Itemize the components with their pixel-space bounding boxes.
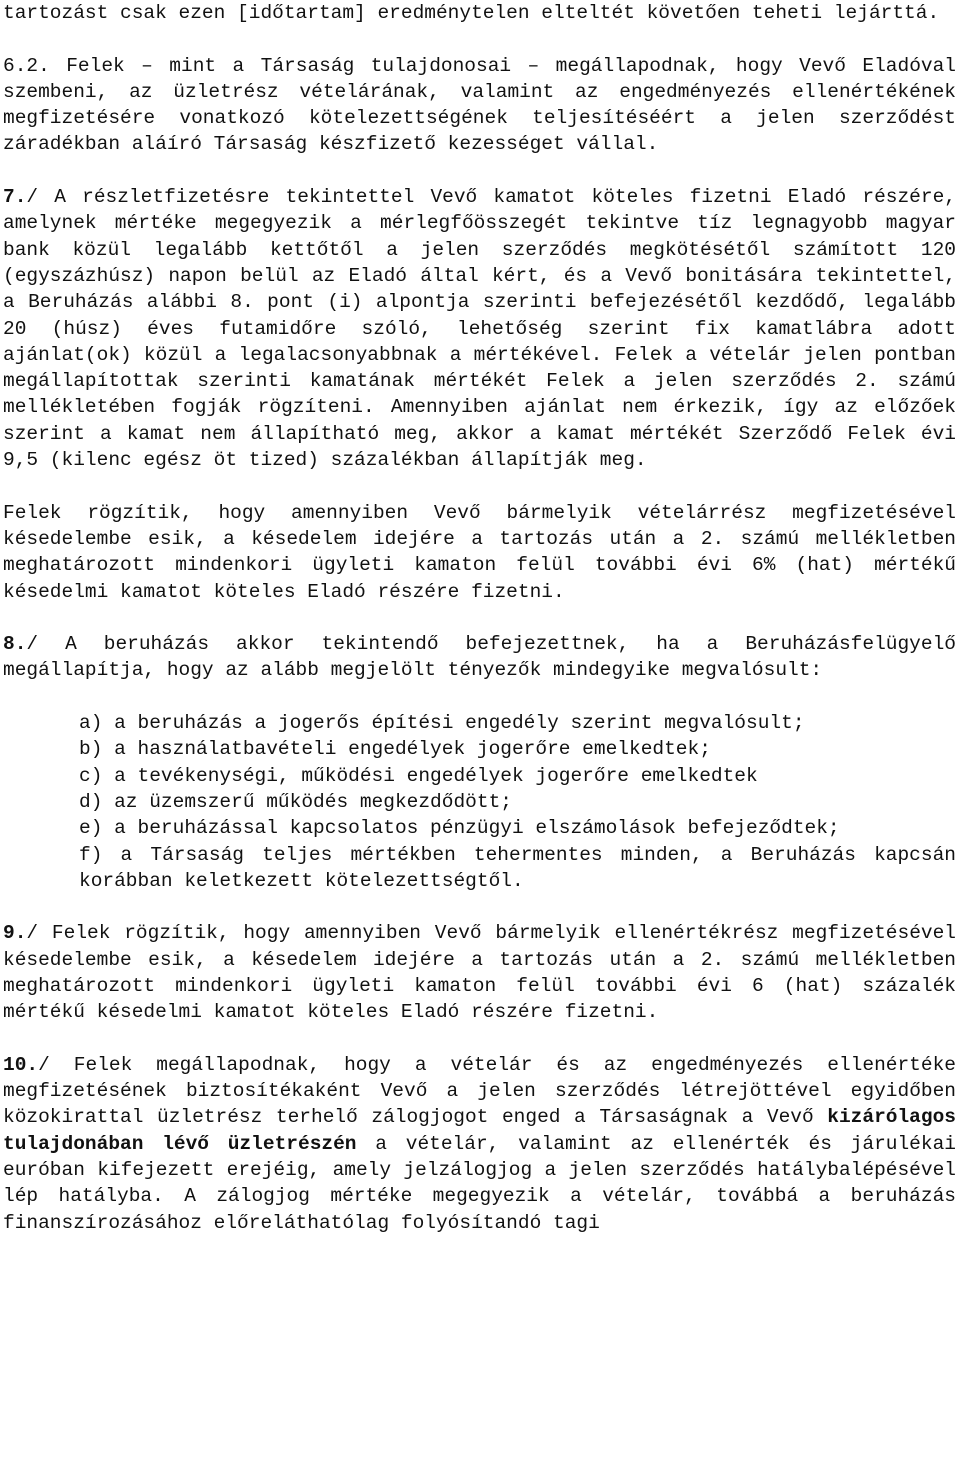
spacer: [3, 473, 956, 499]
section-7-late-payment-paragraph: Felek rögzítik, hogy amennyiben Vevő bármelyik vételárrész megfizetésével késedelembe esik, a késedelem idejére a tartozás után a 2. számú mellékletben meghatározott mindenkori ügyleti kamaton felül további évi 6% (hat) mértékű késedelmi kamatot köteles Eladó részére fizetni.: [3, 501, 956, 603]
section-7-text: / A részletfizetésre tekintettel Vevő kamatot köteles fizetni Eladó részére, amelynek mértéke megegyezik a mérlegfőösszegét tekintve tíz legnagyobb magyar bank közül legalább kettőtől a jelen szerződés megkötésétől számított 120 (egyszázhúsz) napon belül az Eladó által kért, és a Vevő bonitására tekintettel, a Beruházás alábbi 8. pont (i) alpontja szerinti befejezésétől kezdődő, legalább 20 (húsz) éves futamidőre szóló, lehetőség szerint fix kamatlábra adott ajánlat(ok) közül a legalacsonyabbnak a mértékével. Felek a vételár jelen pontban megállapítottak szerinti kamatának mértékét Felek a jelen szerződés 2. számú mellékletében fogják rögzíteni. Amennyiben ajánlat nem érkezik, így az előzőek szerint a kamat nem állapítható meg, akkor a kamat mértékét Szerződő Felek évi 9,5 (kilenc egész öt tized) százalékban állapítják meg.: [3, 186, 956, 472]
list-item: f) a Társaság teljes mértékben tehermentes minden, a Beruházás kapcsán korábban keletkezett kötelezettségtől.: [79, 843, 956, 892]
section-8-intro: / A beruházás akkor tekintendő befejezettnek, ha a Beruházásfelügyelő megállapítja, hogy az alább megjelölt tényezők mindegyike megvalósult:: [3, 633, 956, 682]
section-10-bold-phrase: kizárólagos tulajdonában lévő üzletrészén: [3, 1106, 956, 1155]
spacer: [3, 26, 956, 52]
section-7-number: 7.: [3, 186, 27, 209]
spacer: [3, 158, 956, 184]
section-8-paragraph: [3, 631, 956, 684]
section-7-paragraph: [3, 184, 956, 473]
top-fragment-paragraph: tartozást csak ezen [időtartam] eredménytelen elteltét követően teheti lejárttá.: [3, 2, 940, 24]
spacer: [3, 894, 956, 920]
section-8-number: 8.: [3, 633, 27, 656]
spacer: [3, 605, 956, 631]
section-10-text-b: a vételár, valamint az ellenérték és járulékai euróban kifejezett erejéig, amely jelzálogjog a jelen szerződés hatálybalépésével lép hatályba. A zálogjog mértéke megegyezik a vételár, továbbá a beruházás finanszírozásához előreláthatólag folyósítandó tagi: [3, 1132, 956, 1234]
list-item: e) a beruházással kapcsolatos pénzügyi elszámolások befejeződtek;: [79, 817, 840, 840]
section-9-paragraph: [3, 920, 956, 1025]
document-page: [3, 0, 956, 1236]
section-9-text: / Felek rögzítik, hogy amennyiben Vevő bármelyik ellenértékrész megfizetésével késedelembe esik, a késedelem idejére a tartozás után a 2. számú mellékletben meghatározott mindenkori ügyleti kamaton felül további évi 6 (hat) százalék mértékű késedelmi kamatot köteles Eladó részére fizetni.: [3, 922, 956, 1024]
section-9-number: 9.: [3, 922, 27, 945]
section-10-number: 10.: [3, 1053, 39, 1076]
list-item: d) az üzemszerű működés megkezdődött;: [79, 790, 512, 813]
section-10-paragraph: [3, 1052, 956, 1236]
section-6-2-paragraph: 6.2. Felek – mint a Társaság tulajdonosai – megállapodnak, hogy Vevő Eladóval szembeni, az üzletrész vételárának, valamint az engedményezés ellenértékének megfizetésére vonatkozó kötelezettségének teljesítéséért a jelen szerződést záradékban aláíró Társaság készfizető kezességet vállal.: [3, 54, 956, 156]
spacer: [3, 1026, 956, 1052]
completion-criteria-list: [3, 710, 956, 894]
list-item: a) a beruházás a jogerős építési engedély szerint megvalósult;: [79, 712, 805, 735]
section-10-text-a: / Felek megállapodnak, hogy a vételár és az engedményezés ellenértéke megfizetésének biztosítékaként Vevő a jelen szerződés létrejöttével egyidőben közokirattal üzletrész terhelő zálogjogot enged a Társaságnak a Vevő: [3, 1053, 956, 1129]
spacer: [3, 684, 956, 710]
list-item: c) a tevékenységi, működési engedélyek jogerőre emelkedtek: [79, 764, 758, 787]
list-item: b) a használatbavételi engedélyek jogerőre emelkedtek;: [79, 738, 711, 761]
